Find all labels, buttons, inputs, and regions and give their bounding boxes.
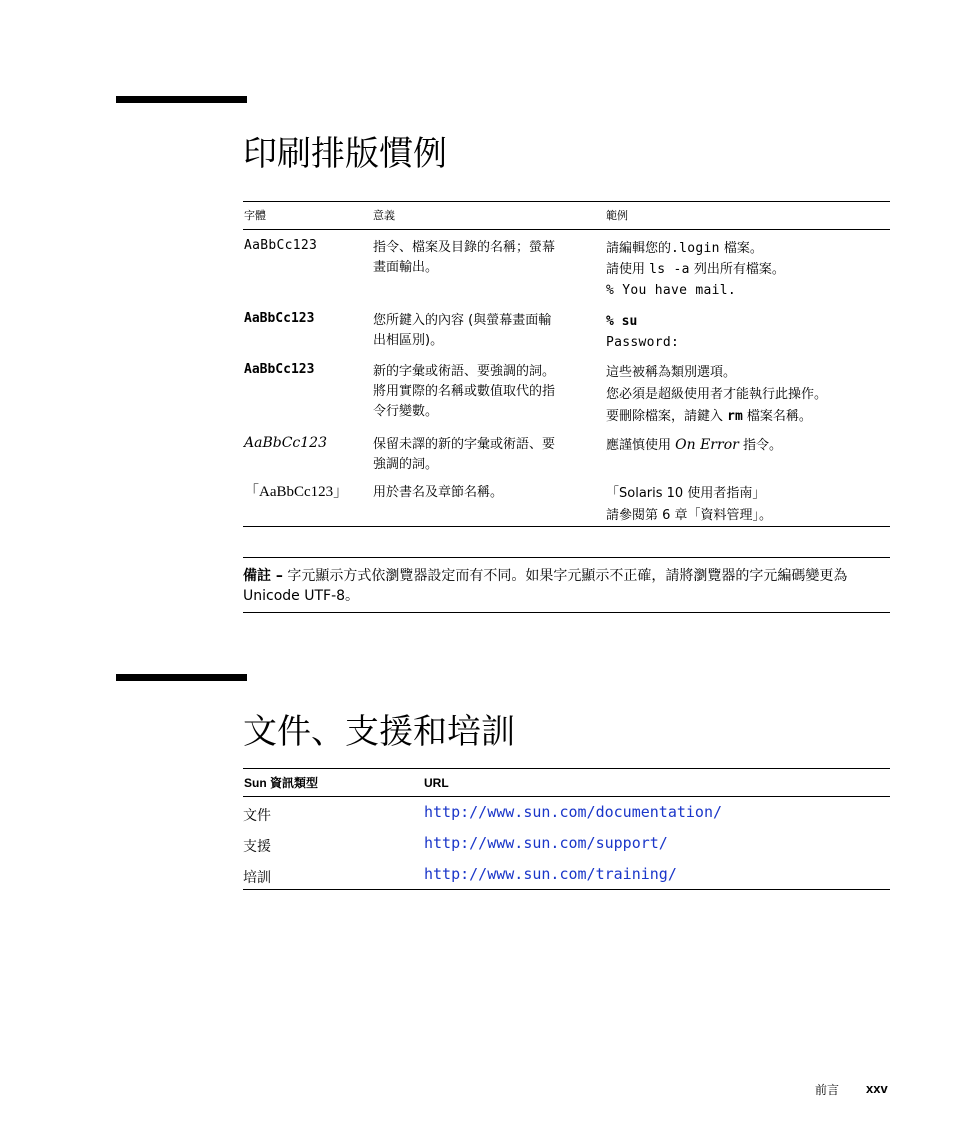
- note: [243, 566, 890, 606]
- typeface-sample-bold: AaBbCc123: [244, 362, 315, 377]
- meaning-line: 保留未譯的新的字彙或術語、要: [373, 437, 556, 452]
- section-title: 印刷排版慣例: [243, 134, 447, 174]
- example-line: 要刪除檔案，請鍵入 rm 檔案名稱。: [606, 409, 812, 424]
- section-bar: [116, 96, 247, 103]
- resource-type: 培訓: [243, 870, 271, 886]
- section-bar: [116, 674, 247, 681]
- example-line: % su: [606, 314, 638, 329]
- meaning-line: 新的字彙或術語、要強調的詞。: [373, 364, 556, 379]
- meaning-line: 將用實際的名稱或數值取代的指: [373, 384, 556, 399]
- meaning-line: 畫面輸出。: [373, 260, 439, 275]
- example-line: 您必須是超級使用者才能執行此操作。: [606, 387, 828, 402]
- note-bottom-rule: [243, 612, 890, 613]
- meaning-cell: [373, 435, 555, 475]
- example-cell: [606, 483, 772, 527]
- typeface-sample-serif: 「AaBbCc123」: [244, 484, 349, 500]
- meaning-cell: [373, 311, 551, 351]
- meaning-line: 出相區別)。: [373, 333, 444, 348]
- meaning-cell: [373, 238, 555, 278]
- note-text: 字元顯示方式依瀏覽器設定而有不同。如果字元顯示不正確，請將瀏覽器的字元編碼變更為 Unicode UTF-8。: [243, 568, 848, 604]
- table-bottom-rule: [243, 526, 890, 527]
- example-cell: [606, 238, 785, 301]
- typeface-sample-monospace: AaBbCc123: [244, 238, 318, 253]
- typeface-sample-bold: AaBbCc123: [244, 311, 315, 326]
- example-cell: [606, 435, 782, 456]
- typeface-sample-italic: AaBbCc123: [244, 435, 327, 451]
- meaning-cell: [373, 483, 503, 503]
- example-line: 「Solaris 10 使用者指南」: [606, 486, 766, 501]
- meaning-line: 強調的詞。: [373, 457, 439, 472]
- section-title: 文件、支援和培訓: [243, 712, 515, 752]
- resource-type: 支援: [243, 839, 271, 855]
- header-info-type: Sun 資訊類型: [244, 776, 318, 790]
- training-link[interactable]: http://www.sun.com/training/: [424, 865, 677, 883]
- table-header-rule: [243, 796, 890, 797]
- example-cell: [606, 362, 827, 428]
- resource-type: 文件: [243, 808, 271, 824]
- footer-section-name: 前言: [815, 1083, 840, 1097]
- example-line: % You have mail.: [606, 283, 737, 298]
- meaning-cell: [373, 362, 555, 422]
- example-line: 請使用 ls -a 列出所有檔案。: [606, 262, 785, 277]
- header-typeface: 字體: [244, 209, 266, 222]
- meaning-line: 您所鍵入的內容 (與螢幕畫面輸: [373, 313, 552, 328]
- example-line: 應謹慎使用 On Error 指令。: [606, 437, 782, 453]
- example-line: 這些被稱為類別選項。: [606, 365, 737, 380]
- header-meaning: 意義: [373, 209, 395, 222]
- note-label: 備註 –: [243, 568, 283, 584]
- example-line: Password:: [606, 335, 680, 350]
- meaning-line: 用於書名及章節名稱。: [373, 485, 504, 500]
- note-top-rule: [243, 557, 890, 558]
- header-example: 範例: [606, 209, 628, 222]
- table-bottom-rule: [243, 889, 890, 890]
- page-number: xxv: [866, 1081, 888, 1096]
- meaning-line: 指令、檔案及目錄的名稱；螢幕: [373, 240, 556, 255]
- table-top-rule: [243, 768, 890, 769]
- support-link[interactable]: http://www.sun.com/support/: [424, 834, 668, 852]
- table-top-rule: [243, 201, 890, 202]
- documentation-link[interactable]: http://www.sun.com/documentation/: [424, 803, 723, 821]
- meaning-line: 令行變數。: [373, 404, 439, 419]
- example-line: 請編輯您的.login 檔案。: [606, 241, 763, 256]
- header-url: URL: [424, 776, 449, 790]
- example-line: 請參閱第 6 章「資料管理」。: [606, 508, 773, 523]
- example-cell: [606, 311, 679, 353]
- table-header-rule: [243, 229, 890, 230]
